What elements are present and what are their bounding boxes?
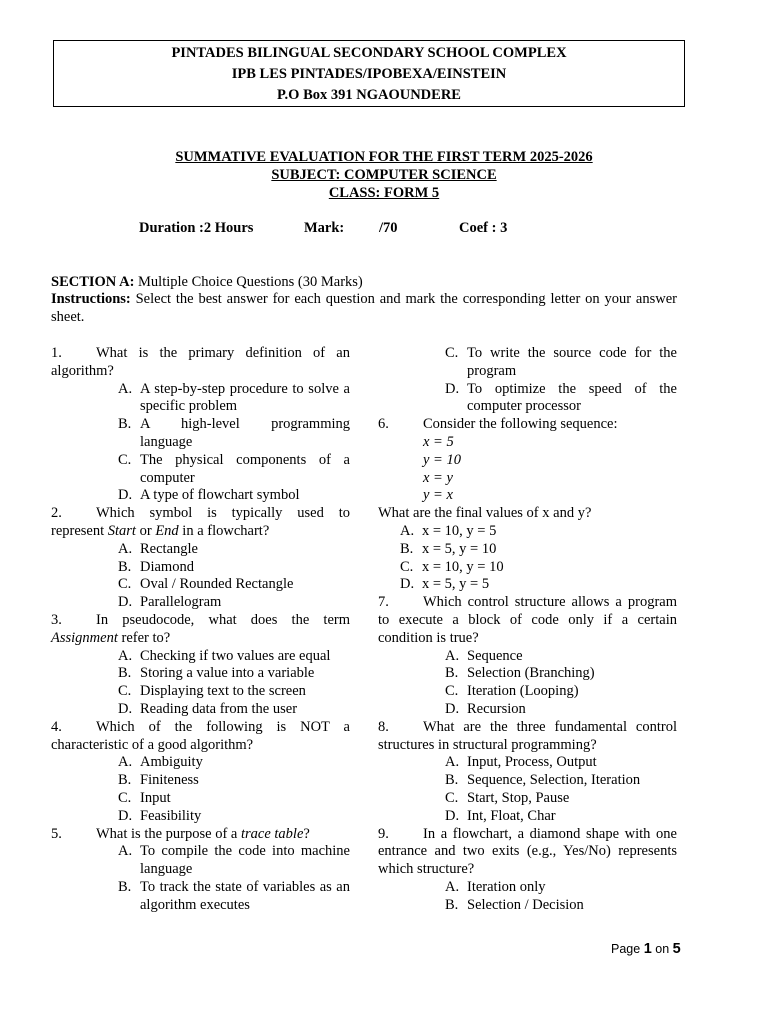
option-letter: A. — [445, 647, 460, 664]
code-line: x = 5 — [423, 433, 454, 450]
question-number: 1. — [51, 345, 62, 361]
option-letter: D. — [445, 807, 460, 824]
question-term-end: End — [155, 522, 179, 539]
page-on: on — [655, 942, 670, 956]
option-b — [118, 559, 350, 577]
question-text: What are the three fundamental control structures in structural programming? — [378, 718, 677, 753]
question-text: refer to? — [117, 629, 171, 646]
option-letter: C. — [445, 789, 459, 806]
options-q9 — [378, 879, 677, 915]
option-letter: B. — [400, 540, 414, 557]
option-b — [445, 665, 677, 683]
evaluation-title: SUMMATIVE EVALUATION FOR THE FIRST TERM 2025-2026 — [175, 149, 593, 165]
option-d — [118, 487, 350, 505]
option-text: Sequence — [467, 647, 523, 664]
options-q2 — [51, 541, 350, 612]
duration: Duration :2 Hours — [139, 220, 254, 236]
option-b — [118, 879, 350, 915]
option-d — [445, 701, 677, 719]
option-letter: A. — [445, 754, 460, 771]
option-letter: C. — [118, 451, 132, 468]
option-letter: B. — [445, 772, 459, 789]
question-1 — [51, 345, 350, 381]
question-number: 4. — [51, 718, 62, 735]
option-letter: A. — [118, 540, 133, 557]
option-letter: A. — [118, 754, 133, 771]
question-7 — [378, 594, 677, 647]
left-column — [51, 345, 350, 915]
subject-title: SUBJECT: COMPUTER SCIENCE — [271, 167, 497, 183]
option-letter: D. — [445, 380, 460, 397]
section-text: Multiple Choice Questions (30 Marks) — [134, 274, 363, 290]
code-line: y = 10 — [423, 451, 461, 468]
question-text: What is the primary definition of an algorithm? — [51, 345, 350, 379]
option-c — [118, 576, 350, 594]
question-number: 7. — [378, 594, 389, 611]
page-label: Page — [611, 942, 641, 956]
school-address: P.O Box 391 NGAOUNDERE — [277, 87, 461, 103]
question-text: in a flowchart? — [178, 522, 270, 539]
option-letter: B. — [118, 665, 132, 682]
option-letter: B. — [118, 558, 132, 575]
school-ipb: IPB LES PINTADES/IPOBEXA/EINSTEIN — [231, 66, 507, 82]
options-q5-continued — [378, 345, 677, 416]
option-letter: A. — [445, 878, 460, 895]
instructions-text: Select the best answer for each question and mark the corresponding letter on your answer sheet. — [51, 291, 677, 325]
option-letter: D. — [118, 700, 133, 717]
option-a — [445, 754, 677, 772]
option-letter: B. — [118, 878, 132, 895]
option-text: A high-level programming language — [140, 416, 350, 450]
option-letter: C. — [445, 683, 459, 700]
options-q7 — [378, 648, 677, 719]
option-letter: C. — [445, 345, 459, 361]
option-a — [118, 541, 350, 559]
option-d — [118, 701, 350, 719]
instructions-label: Instructions: — [51, 291, 131, 307]
question-number: 6. — [378, 416, 389, 433]
option-b — [118, 416, 350, 452]
option-text: x = 5, y = 10 — [422, 540, 497, 557]
question-text: Which of the following is NOT a characteristic of a good algorithm? — [51, 718, 350, 753]
option-text: Parallelogram — [140, 594, 222, 611]
option-a — [445, 648, 677, 666]
options-q6 — [378, 523, 677, 594]
option-letter: D. — [118, 807, 133, 824]
option-text: To track the state of variables as an algorithm executes — [140, 878, 350, 913]
option-text: Storing a value into a variable — [140, 665, 315, 682]
option-letter: B. — [445, 896, 459, 913]
option-text: x = 5, y = 5 — [422, 576, 490, 593]
question-text: What is the purpose of a — [96, 825, 241, 842]
option-c — [445, 683, 677, 701]
option-text: A type of flowchart symbol — [140, 487, 300, 504]
section-label: SECTION A: — [51, 274, 135, 290]
question-6 — [378, 416, 677, 434]
option-letter: D. — [118, 594, 133, 611]
option-text: To compile the code into machine language — [140, 843, 350, 878]
option-c — [445, 790, 677, 808]
question-4 — [51, 719, 350, 755]
option-d — [118, 808, 350, 826]
option-b — [118, 772, 350, 790]
option-letter: A. — [118, 843, 133, 860]
option-text: Finiteness — [140, 772, 199, 789]
class-title: CLASS: FORM 5 — [328, 185, 440, 201]
option-d — [400, 576, 677, 594]
options-q3 — [51, 648, 350, 719]
option-c — [445, 345, 677, 381]
question-8 — [378, 719, 677, 755]
question-number: 9. — [378, 825, 389, 842]
option-b — [118, 665, 350, 683]
option-text: Recursion — [467, 700, 526, 717]
question-3 — [51, 612, 350, 648]
option-text: Ambiguity — [140, 754, 203, 771]
option-text: Sequence, Selection, Iteration — [467, 772, 641, 789]
code-line: x = y — [423, 469, 453, 486]
code-line: y = x — [423, 487, 453, 504]
option-text: A step-by-step procedure to solve a specific problem — [140, 380, 350, 415]
school-name: PINTADES BILINGUAL SECONDARY SCHOOL COMPLEX — [171, 45, 567, 61]
option-text: Start, Stop, Pause — [467, 789, 570, 806]
option-a — [445, 879, 677, 897]
options-q1 — [51, 381, 350, 506]
page-current: 1 — [643, 941, 652, 957]
option-c — [118, 790, 350, 808]
question-text: ? — [303, 825, 310, 842]
options-q4 — [51, 754, 350, 825]
option-a — [118, 754, 350, 772]
options-q8 — [378, 754, 677, 825]
question-number: 8. — [378, 718, 389, 735]
school-header-box — [53, 40, 685, 107]
page-number — [611, 941, 681, 959]
question-number: 2. — [51, 505, 62, 522]
instructions — [51, 291, 677, 327]
question-text: Consider the following sequence: — [423, 416, 618, 433]
option-letter: A. — [400, 522, 415, 539]
option-d — [445, 808, 677, 826]
option-text: x = 10, y = 10 — [422, 558, 504, 575]
question-number: 3. — [51, 611, 62, 628]
option-letter: D. — [400, 576, 415, 593]
question-2 — [51, 505, 350, 541]
option-a — [118, 648, 350, 666]
option-text: Reading data from the user — [140, 700, 298, 717]
right-column — [378, 345, 677, 915]
option-letter: C. — [118, 789, 132, 806]
option-letter: A. — [118, 647, 133, 664]
option-a — [118, 843, 350, 879]
option-text: Diamond — [140, 558, 194, 575]
question-term-start: Start — [107, 522, 136, 539]
question-9 — [378, 826, 677, 879]
option-letter: B. — [445, 665, 459, 682]
option-letter: A. — [118, 380, 133, 397]
question-text: or — [135, 522, 156, 539]
option-letter: C. — [118, 576, 132, 593]
question-text: In pseudocode, what does the term — [96, 611, 350, 628]
question-text: Which symbol is typically used to represent — [51, 505, 350, 539]
option-text: Checking if two values are equal — [140, 647, 331, 664]
mark-label: Mark: — [304, 220, 345, 236]
option-text: Selection (Branching) — [467, 665, 595, 682]
option-c — [118, 452, 350, 488]
question-term: Assignment — [51, 629, 118, 646]
question-term: trace table — [240, 825, 304, 842]
option-text: Oval / Rounded Rectangle — [140, 576, 294, 593]
option-text: Int, Float, Char — [467, 807, 556, 824]
option-text: x = 10, y = 5 — [422, 522, 497, 539]
page-total: 5 — [672, 941, 681, 957]
option-text: Rectangle — [140, 540, 198, 557]
option-text: Input, Process, Output — [467, 754, 597, 771]
option-letter: D. — [445, 700, 460, 717]
option-text: The physical components of a computer — [140, 451, 350, 486]
option-letter: B. — [118, 772, 132, 789]
option-text: To optimize the speed of the computer processor — [467, 380, 677, 415]
question-text: In a flowchart, a diamond shape with one entrance and two exits (e.g., Yes/No) represents which structure? — [378, 825, 677, 878]
option-d — [118, 594, 350, 612]
code-sequence — [378, 434, 677, 505]
option-b — [445, 897, 677, 915]
option-a — [118, 381, 350, 417]
question-6-ask: What are the final values of x and y? — [378, 505, 592, 522]
question-number: 5. — [51, 825, 62, 842]
section-heading — [51, 274, 677, 292]
question-text: Which control structure allows a program to execute a block of code only if a certain condition is true? — [378, 594, 677, 646]
coef: Coef : 3 — [459, 220, 508, 236]
option-letter: D. — [118, 487, 133, 504]
option-d — [445, 381, 677, 417]
option-a — [400, 523, 677, 541]
option-c — [400, 559, 677, 577]
option-text: Selection / Decision — [467, 896, 584, 913]
option-letter: C. — [400, 558, 414, 575]
option-text: Iteration only — [467, 878, 546, 895]
option-b — [400, 541, 677, 559]
options-q5 — [51, 843, 350, 914]
option-letter: C. — [118, 683, 132, 700]
mark-value: /70 — [379, 220, 398, 236]
question-5 — [51, 826, 350, 844]
option-text: Displaying text to the screen — [140, 683, 306, 700]
option-letter: B. — [118, 416, 132, 433]
option-text: Input — [140, 789, 171, 806]
option-text: Feasibility — [140, 807, 202, 824]
option-text: Iteration (Looping) — [467, 683, 579, 700]
option-text: To write the source code for the program — [467, 345, 677, 379]
option-c — [118, 683, 350, 701]
option-b — [445, 772, 677, 790]
